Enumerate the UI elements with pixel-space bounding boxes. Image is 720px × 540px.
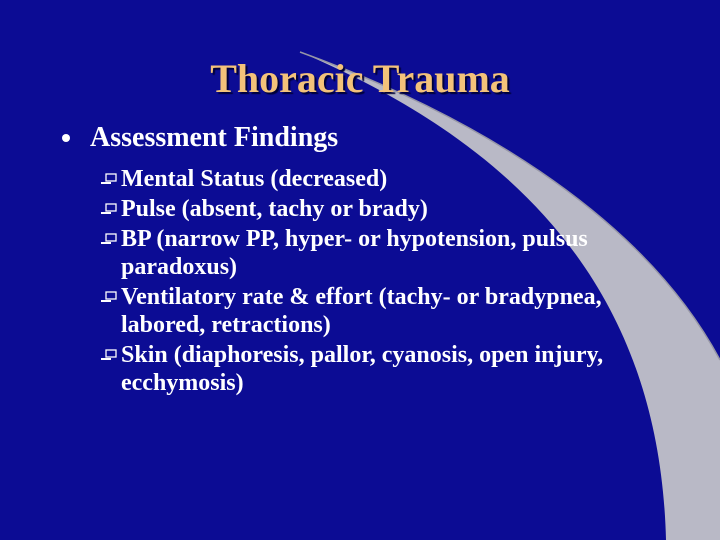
sub-bullet-text: Ventilatory rate & effort (tachy- or bradypnea, labored, retractions) bbox=[121, 284, 602, 338]
sub-bullet-item bbox=[100, 225, 620, 281]
sub-bullet-text: Mental Status (decreased) bbox=[121, 166, 388, 192]
main-bullet bbox=[62, 122, 338, 154]
sub-bullet-item bbox=[100, 165, 620, 193]
minus-box-icon bbox=[100, 173, 118, 187]
minus-box-icon bbox=[100, 291, 118, 305]
main-bullet-text: Assessment Findings bbox=[90, 122, 339, 153]
sub-bullet-item bbox=[100, 283, 620, 339]
sub-bullet-text: BP (narrow PP, hyper- or hypotension, pulsus paradoxus) bbox=[121, 226, 588, 280]
sub-bullet-item bbox=[100, 341, 620, 397]
minus-box-icon bbox=[100, 203, 118, 217]
minus-box-icon bbox=[100, 349, 118, 363]
bullet-dot-icon bbox=[62, 134, 70, 142]
minus-box-icon bbox=[100, 233, 118, 247]
sub-bullet-text: Pulse (absent, tachy or brady) bbox=[121, 196, 428, 222]
slide-title: Thoracic Trauma bbox=[210, 56, 510, 101]
sub-bullet-item bbox=[100, 195, 620, 223]
sub-bullet-text: Skin (diaphoresis, pallor, cyanosis, open injury, ecchymosis) bbox=[121, 342, 604, 396]
sub-bullet-list bbox=[100, 165, 620, 399]
